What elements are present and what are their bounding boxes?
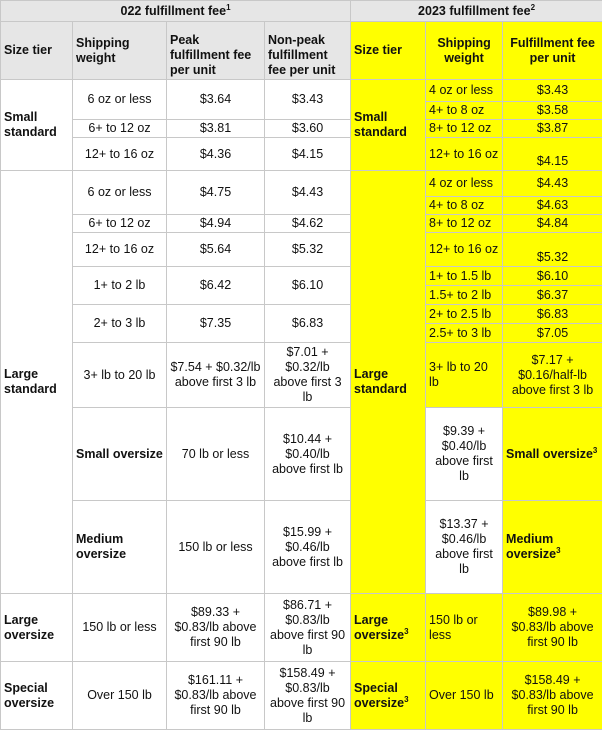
old-weight-cell: 150 lb or less bbox=[73, 594, 167, 662]
tier-small-oversize: Small oversize bbox=[73, 408, 167, 501]
new-tier-small-standard: Small standard bbox=[351, 80, 426, 171]
old-peak-cell: $3.64 bbox=[167, 80, 265, 120]
old-weight-cell: 12+ to 16 oz bbox=[73, 138, 167, 171]
old-peak-cell: $6.42 bbox=[167, 267, 265, 305]
old-nonpeak-cell: $4.62 bbox=[265, 215, 351, 233]
new-fee-cell: $4.63 bbox=[503, 197, 602, 215]
old-nonpeak-cell: $4.15 bbox=[265, 138, 351, 171]
old-weight-cell: 6+ to 12 oz bbox=[73, 120, 167, 138]
new-weight-cell: 4+ to 8 oz bbox=[426, 197, 503, 215]
new-fee-cell: $6.10 bbox=[503, 267, 602, 286]
old-peak-cell: $3.81 bbox=[167, 120, 265, 138]
new-fee-cell: $89.98 + $0.83/lb above first 90 lb bbox=[503, 594, 602, 662]
tier-large-standard: Large standard bbox=[1, 171, 73, 594]
old-nonpeak-cell: $86.71 + $0.83/lb above first 90 lb bbox=[265, 594, 351, 662]
old-nonpeak-cell: $6.83 bbox=[265, 305, 351, 343]
col-shipping-weight: Shipping weight bbox=[73, 22, 167, 80]
old-fee-group-header: 022 fulfillment fee$^1$ bbox=[1, 1, 351, 22]
new-tier-large-standard: Large standard bbox=[351, 171, 426, 594]
new-weight-cell: 4+ to 8 oz bbox=[426, 102, 503, 120]
old-weight-cell: 12+ to 16 oz bbox=[73, 233, 167, 267]
new-fee-cell: $3.58 bbox=[503, 102, 602, 120]
new-fee-cell: $6.83 bbox=[503, 305, 602, 324]
old-nonpeak-cell: $7.01 + $0.32/lb above first 3 lb bbox=[265, 343, 351, 408]
new-weight-cell: 4 oz or less bbox=[426, 171, 503, 197]
new-fee-group-header: 2023 fulfillment fee$^2$ bbox=[351, 1, 602, 22]
old-nonpeak-cell: $5.32 bbox=[265, 233, 351, 267]
col-peak-fee: Peak fulfillment fee per unit bbox=[167, 22, 265, 80]
col-new-size-tier: Size tier bbox=[351, 22, 426, 80]
tier-small-standard: Small standard bbox=[1, 80, 73, 171]
col-new-fee: Fulfillment fee per unit bbox=[503, 22, 602, 80]
old-weight-cell: 70 lb or less bbox=[167, 408, 265, 501]
old-weight-cell: 6+ to 12 oz bbox=[73, 215, 167, 233]
new-weight-cell: 2+ to 2.5 lb bbox=[426, 305, 503, 324]
new-weight-cell: 8+ to 12 oz bbox=[426, 215, 503, 233]
old-nonpeak-cell: $6.10 bbox=[265, 267, 351, 305]
old-peak-cell: $161.11 + $0.83/lb above first 90 lb bbox=[167, 662, 265, 730]
new-tier-large-oversize: Large oversize$^3$ bbox=[351, 594, 426, 662]
new-tier-small-oversize: Small oversize$^3$ bbox=[503, 408, 602, 501]
old-peak-cell: $4.36 bbox=[167, 138, 265, 171]
new-fee-cell: $4.43 bbox=[503, 171, 602, 197]
old-peak-cell: $15.99 + $0.46/lb above first lb bbox=[265, 501, 351, 594]
old-nonpeak-cell: $4.43 bbox=[265, 171, 351, 215]
old-weight-cell: 2+ to 3 lb bbox=[73, 305, 167, 343]
old-peak-cell: $4.75 bbox=[167, 171, 265, 215]
new-fee-cell: $6.37 bbox=[503, 286, 602, 305]
col-size-tier: Size tier bbox=[1, 22, 73, 80]
col-new-shipping-weight: Shipping weight bbox=[426, 22, 503, 80]
new-weight-cell: Over 150 lb bbox=[426, 662, 503, 730]
old-weight-cell: 6 oz or less bbox=[73, 80, 167, 120]
new-fee-cell: $5.32 bbox=[503, 233, 602, 267]
new-fee-cell: $3.43 bbox=[503, 80, 602, 102]
new-tier-medium-oversize: Medium oversize$^3$ bbox=[503, 501, 602, 594]
old-nonpeak-cell: $158.49 + $0.83/lb above first 90 lb bbox=[265, 662, 351, 730]
old-weight-cell: Over 150 lb bbox=[73, 662, 167, 730]
new-weight-cell: 150 lb or less bbox=[426, 594, 503, 662]
new-weight-cell: 8+ to 12 oz bbox=[426, 120, 503, 138]
new-fee-cell: $4.15 bbox=[503, 138, 602, 171]
old-peak-cell: $89.33 + $0.83/lb above first 90 lb bbox=[167, 594, 265, 662]
new-fee-cell: $7.05 bbox=[503, 324, 602, 343]
old-peak-cell: $7.35 bbox=[167, 305, 265, 343]
new-weight-cell: 12+ to 16 oz bbox=[426, 233, 503, 267]
old-weight-cell: 3+ lb to 20 lb bbox=[73, 343, 167, 408]
old-weight-cell: 150 lb or less bbox=[167, 501, 265, 594]
new-fee-cell: $3.87 bbox=[503, 120, 602, 138]
new-weight-cell: 12+ to 16 oz bbox=[426, 138, 503, 171]
old-nonpeak-cell: $3.60 bbox=[265, 120, 351, 138]
new-weight-cell: 1.5+ to 2 lb bbox=[426, 286, 503, 305]
old-nonpeak-cell: $3.43 bbox=[265, 80, 351, 120]
old-peak-cell: $10.44 + $0.40/lb above first lb bbox=[265, 408, 351, 501]
new-weight-cell: 3+ lb to 20 lb bbox=[426, 343, 503, 408]
new-weight-cell: 1+ to 1.5 lb bbox=[426, 267, 503, 286]
col-nonpeak-fee: Non-peak fulfillment fee per unit bbox=[265, 22, 351, 80]
tier-special-oversize: Special oversize bbox=[1, 662, 73, 730]
old-peak-cell: $4.94 bbox=[167, 215, 265, 233]
new-fee-cell: $158.49 + $0.83/lb above first 90 lb bbox=[503, 662, 602, 730]
old-weight-cell: 1+ to 2 lb bbox=[73, 267, 167, 305]
new-tier-special-oversize: Special oversize$^3$ bbox=[351, 662, 426, 730]
tier-medium-oversize: Medium oversize bbox=[73, 501, 167, 594]
old-peak-cell: $7.54 + $0.32/lb above first 3 lb bbox=[167, 343, 265, 408]
tier-large-oversize: Large oversize bbox=[1, 594, 73, 662]
old-peak-cell: $5.64 bbox=[167, 233, 265, 267]
old-nonpeak-cell: $9.39 + $0.40/lb above first lb bbox=[426, 408, 503, 501]
new-weight-cell: 2.5+ to 3 lb bbox=[426, 324, 503, 343]
old-weight-cell: 6 oz or less bbox=[73, 171, 167, 215]
new-weight-cell: 4 oz or less bbox=[426, 80, 503, 102]
old-nonpeak-cell: $13.37 + $0.46/lb above first lb bbox=[426, 501, 503, 594]
new-fee-cell: $4.84 bbox=[503, 215, 602, 233]
new-fee-cell: $7.17 + $0.16/half-lb above first 3 lb bbox=[503, 343, 602, 408]
